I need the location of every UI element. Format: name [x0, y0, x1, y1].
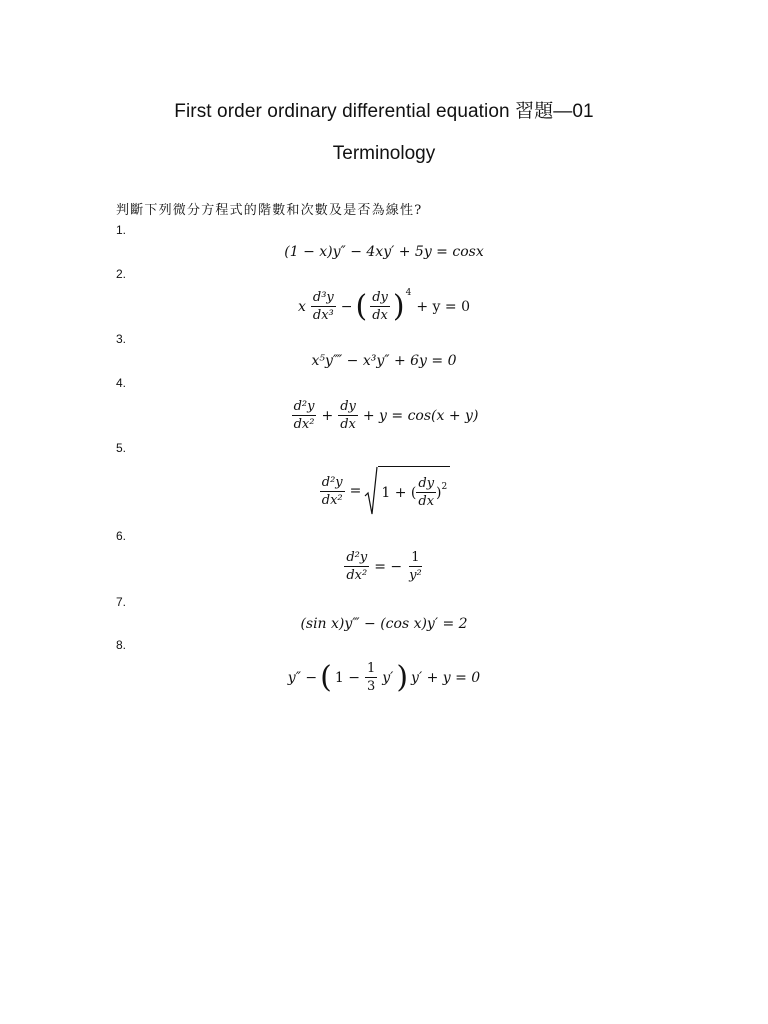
equation-5-den-1: dx² — [321, 492, 343, 508]
equation-3-text: x⁵y⁗ − x³y″ + 6y = 0 — [311, 353, 457, 369]
item-number-1: 1. — [116, 223, 127, 237]
equation-8-num: 1 — [366, 661, 376, 676]
equation-4-plus: + — [321, 407, 334, 424]
item-number-3: 3. — [116, 332, 127, 346]
equation-6-fraction-2 — [407, 549, 424, 584]
equation-6-num-2: 1 — [411, 550, 420, 565]
question-text: 判斷下列微分方程式的階數和次數及是否為線性? — [116, 203, 423, 218]
equation-2-rest: + y = 0 — [416, 298, 470, 315]
equation-4-rest: + y = cos(x + y) — [362, 407, 479, 424]
equation-2-den-2: dx — [372, 308, 388, 323]
equation-4-num-2: dy — [340, 399, 356, 414]
equation-5-fraction-1 — [320, 474, 345, 509]
equation-4 — [0, 398, 768, 433]
item-number-4: 4. — [116, 376, 127, 390]
item-number-5: 5. — [116, 441, 127, 455]
equation-5-equals: = — [349, 483, 362, 499]
page-title: First order ordinary differential equation 習題—01 — [174, 101, 594, 122]
item-number-6: 6. — [116, 529, 127, 543]
equation-8-inner-2: y′ — [382, 669, 394, 686]
page-subtitle: Terminology — [332, 143, 436, 164]
equation-2-den-1: dx³ — [312, 308, 334, 323]
equation-8-rest: y′ + y = 0 — [411, 669, 481, 686]
equation-8-den: 3 — [366, 679, 376, 694]
equation-2-lead: x — [297, 298, 306, 315]
equation-5-inner-2: ) — [436, 484, 442, 501]
equation-7-text: (sin x)y‴ − (cos x)y′ = 2 — [300, 616, 468, 632]
equation-6-fraction-1 — [344, 549, 369, 584]
equation-6-den-1: dx² — [346, 568, 368, 583]
equation-8-lead: y″ − — [287, 669, 318, 686]
equation-4-fraction-2 — [338, 398, 358, 433]
equation-6-num-1: d²y — [346, 550, 368, 565]
equation-5 — [0, 466, 768, 516]
equation-5-den-2: dx — [418, 494, 435, 509]
equation-8: y″ − ( 1 − $\frac{1}{3}$ y′ ) y′ + y = 0 — [287, 659, 481, 695]
radical-sign-icon — [364, 466, 378, 516]
equation-1-text: (1 − x)y″ − 4xy′ + 5y = cosx — [284, 244, 484, 260]
equation-4-num-1: d²y — [293, 399, 315, 414]
equation-1 — [0, 244, 768, 260]
equation-5-sqrt — [364, 466, 450, 516]
equation-4-den-1: dx² — [293, 417, 315, 432]
equation-2: x $\frac{\text{d³y}}{\text{dx³}}$ − ( $\frac{dy}{dx}$ ) $^4$ + y = 0 — [297, 287, 470, 324]
equation-6-equals: = − — [374, 558, 403, 575]
equation-2-minus: − — [340, 298, 353, 315]
equation-2-power: 4 — [405, 287, 412, 298]
equation-2-fraction-2 — [370, 289, 390, 324]
equation-4-fraction-1 — [292, 398, 317, 433]
equation-8-fraction — [365, 660, 377, 695]
equation-8-inner-1: 1 − — [334, 669, 360, 686]
equation-6 — [0, 549, 768, 584]
equation-7 — [0, 616, 768, 632]
equation-2-num-2: dy — [372, 290, 388, 305]
equation-5-power: 2 — [441, 481, 448, 492]
item-number-7: 7. — [116, 595, 127, 609]
item-number-2: 2. — [116, 267, 127, 281]
equation-6-den-2: y² — [409, 568, 422, 583]
equation-5-fraction-2 — [416, 475, 436, 510]
equation-5-inner-1: 1 + ( — [381, 484, 417, 501]
item-number-8: 8. — [116, 638, 127, 652]
equation-5-num-2: dy — [418, 476, 435, 491]
equation-2-num-1: d³y — [312, 290, 334, 305]
equation-2-fraction-1 — [311, 289, 336, 324]
equation-3 — [0, 353, 768, 369]
equation-5-num-1: d²y — [321, 474, 343, 490]
equation-4-den-2: dx — [340, 417, 356, 432]
